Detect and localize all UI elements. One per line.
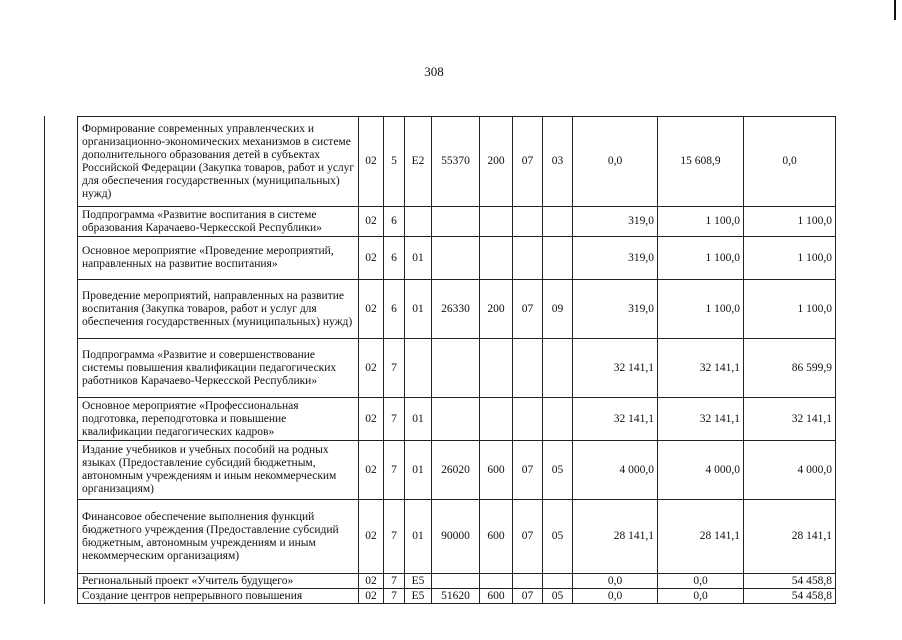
code-cell — [543, 207, 573, 237]
code-cell — [432, 574, 480, 589]
code-cell — [513, 237, 543, 280]
code-cell: 02 — [359, 500, 384, 574]
table-row — [45, 441, 836, 500]
table-row — [45, 237, 836, 280]
amount-cell: 0,0 — [744, 117, 836, 207]
code-cell: 01 — [405, 441, 432, 500]
table-row — [45, 398, 836, 441]
code-cell: 51620 — [432, 589, 480, 604]
code-cell: 02 — [359, 398, 384, 441]
code-cell: 02 — [359, 589, 384, 604]
blank-cell — [45, 398, 78, 441]
code-cell: 600 — [480, 500, 513, 574]
code-cell: 200 — [480, 280, 513, 339]
code-cell: 02 — [359, 207, 384, 237]
amount-cell: 28 141,1 — [573, 500, 658, 574]
amount-cell: 319,0 — [573, 237, 658, 280]
row-name: Создание центров непрерывного повышения — [78, 589, 359, 604]
amount-cell: 86 599,9 — [744, 339, 836, 398]
row-name: Формирование современных управленческих и организационно-экономических механизмов в системе дополнительного образования детей в субъектах Российской Федерации (Закупка товаров, работ и услуг для обеспечения государственных (муниципальных) нужд) — [78, 117, 359, 207]
amount-cell: 15 608,9 — [658, 117, 744, 207]
code-cell: Е5 — [405, 589, 432, 604]
code-cell: 200 — [480, 117, 513, 207]
code-cell: 600 — [480, 441, 513, 500]
code-cell — [432, 398, 480, 441]
row-name: Финансовое обеспечение выполнения функций бюджетного учреждения (Предоставление субсидий бюджетным, автономным учреждениям и иным некоммерческим организациям) — [78, 500, 359, 574]
blank-cell — [45, 441, 78, 500]
code-cell: 7 — [384, 398, 405, 441]
code-cell: 6 — [384, 237, 405, 280]
amount-cell: 4 000,0 — [658, 441, 744, 500]
blank-cell — [45, 589, 78, 604]
row-name: Основное мероприятие «Профессиональная подготовка, переподготовка и повышение квалификации педагогических кадров» — [78, 398, 359, 441]
code-cell: 02 — [359, 117, 384, 207]
code-cell: 90000 — [432, 500, 480, 574]
code-cell: 7 — [384, 589, 405, 604]
code-cell: Е2 — [405, 117, 432, 207]
code-cell: 55370 — [432, 117, 480, 207]
amount-cell: 1 100,0 — [744, 237, 836, 280]
table-row — [45, 574, 836, 589]
amount-cell: 4 000,0 — [573, 441, 658, 500]
amount-cell: 32 141,1 — [573, 339, 658, 398]
code-cell: 07 — [513, 589, 543, 604]
code-cell — [543, 339, 573, 398]
code-cell: 02 — [359, 574, 384, 589]
code-cell: 01 — [405, 500, 432, 574]
code-cell: 03 — [543, 117, 573, 207]
row-name: Проведение мероприятий, направленных на развитие воспитания (Закупка товаров, работ и услуг для обеспечения государственных (муниципальных) нужд) — [78, 280, 359, 339]
code-cell — [480, 207, 513, 237]
code-cell — [432, 339, 480, 398]
code-cell: 6 — [384, 280, 405, 339]
blank-cell — [45, 117, 78, 207]
code-cell: 600 — [480, 589, 513, 604]
blank-cell — [45, 500, 78, 574]
code-cell: 02 — [359, 280, 384, 339]
amount-cell: 1 100,0 — [658, 280, 744, 339]
code-cell: 01 — [405, 398, 432, 441]
amount-cell: 32 141,1 — [744, 398, 836, 441]
code-cell — [432, 237, 480, 280]
page-edge-mark — [894, 0, 896, 20]
amount-cell: 28 141,1 — [658, 500, 744, 574]
code-cell — [405, 207, 432, 237]
code-cell: 02 — [359, 339, 384, 398]
row-name: Подпрограмма «Развитие и совершенствование системы повышения квалификации педагогических работников Карачаево-Черкесской Республики» — [78, 339, 359, 398]
code-cell: 7 — [384, 574, 405, 589]
table-row — [45, 500, 836, 574]
code-cell — [480, 398, 513, 441]
table-row — [45, 117, 836, 207]
code-cell: 07 — [513, 441, 543, 500]
code-cell: 7 — [384, 441, 405, 500]
amount-cell: 0,0 — [658, 589, 744, 604]
code-cell: 01 — [405, 237, 432, 280]
code-cell: 05 — [543, 500, 573, 574]
blank-cell — [45, 574, 78, 589]
amount-cell: 0,0 — [573, 574, 658, 589]
code-cell: 26020 — [432, 441, 480, 500]
code-cell: 5 — [384, 117, 405, 207]
code-cell — [480, 237, 513, 280]
code-cell: 6 — [384, 207, 405, 237]
amount-cell: 32 141,1 — [573, 398, 658, 441]
amount-cell: 0,0 — [573, 589, 658, 604]
code-cell: 07 — [513, 280, 543, 339]
code-cell: 7 — [384, 500, 405, 574]
code-cell — [543, 574, 573, 589]
code-cell — [513, 207, 543, 237]
amount-cell: 1 100,0 — [744, 207, 836, 237]
code-cell: 07 — [513, 500, 543, 574]
table-row — [45, 280, 836, 339]
blank-cell — [45, 280, 78, 339]
row-name: Региональный проект «Учитель будущего» — [78, 574, 359, 589]
amount-cell: 319,0 — [573, 280, 658, 339]
amount-cell: 28 141,1 — [744, 500, 836, 574]
code-cell: 02 — [359, 237, 384, 280]
amount-cell: 0,0 — [658, 574, 744, 589]
code-cell — [513, 339, 543, 398]
amount-cell: 0,0 — [573, 117, 658, 207]
row-name: Подпрограмма «Развитие воспитания в системе образования Карачаево-Черкесской Республики» — [78, 207, 359, 237]
amount-cell: 54 458,8 — [744, 589, 836, 604]
amount-cell: 1 100,0 — [744, 280, 836, 339]
amount-cell: 319,0 — [573, 207, 658, 237]
code-cell: 02 — [359, 441, 384, 500]
code-cell — [480, 339, 513, 398]
row-name: Издание учебников и учебных пособий на родных языках (Предоставление субсидий бюджетным, автономным учреждениям и иным некоммерческим организациям) — [78, 441, 359, 500]
amount-cell: 32 141,1 — [658, 339, 744, 398]
code-cell — [513, 574, 543, 589]
page-number: 308 — [424, 64, 444, 79]
code-cell — [405, 339, 432, 398]
amount-cell: 1 100,0 — [658, 237, 744, 280]
table-row — [45, 589, 836, 604]
blank-cell — [45, 237, 78, 280]
table-row — [45, 207, 836, 237]
code-cell — [432, 207, 480, 237]
table-row — [45, 339, 836, 398]
code-cell: 26330 — [432, 280, 480, 339]
code-cell: 01 — [405, 280, 432, 339]
amount-cell: 1 100,0 — [658, 207, 744, 237]
amount-cell: 32 141,1 — [658, 398, 744, 441]
code-cell: 05 — [543, 589, 573, 604]
code-cell: 05 — [543, 441, 573, 500]
blank-cell — [45, 339, 78, 398]
code-cell — [543, 237, 573, 280]
blank-cell — [45, 207, 78, 237]
amount-cell: 4 000,0 — [744, 441, 836, 500]
code-cell — [513, 398, 543, 441]
code-cell — [543, 398, 573, 441]
budget-table — [44, 116, 836, 604]
code-cell: Е5 — [405, 574, 432, 589]
row-name: Основное мероприятие «Проведение мероприятий, направленных на развитие воспитания» — [78, 237, 359, 280]
code-cell — [480, 574, 513, 589]
code-cell: 09 — [543, 280, 573, 339]
code-cell: 7 — [384, 339, 405, 398]
amount-cell: 54 458,8 — [744, 574, 836, 589]
code-cell: 07 — [513, 117, 543, 207]
